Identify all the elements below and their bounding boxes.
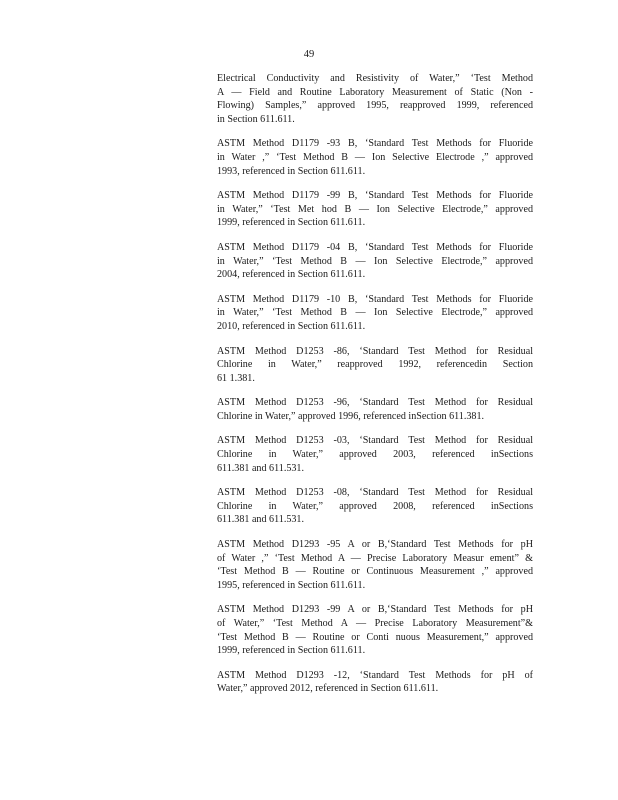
reference-line: 611.381 and 611.531.: [217, 514, 305, 526]
reference-line: Chlorine in Water,” approved 1996, referenced inSection 611.381.: [217, 410, 485, 422]
reference-line: in Section 611.611.: [217, 113, 295, 125]
reference-line: ASTM Method D1293 -95 A or B,‘Standard Test Methods for pH: [217, 539, 533, 551]
reference-line: Flowing) Samples,” approved 1995, reapproved 1999, referenced: [217, 100, 533, 112]
reference-entry: [217, 241, 533, 282]
reference-line: in Water,” ‘Test Met hod B — Ion Selective Electrode,” approved: [217, 203, 533, 215]
reference-line: 1995, referenced in Section 611.611.: [217, 579, 366, 591]
reference-line: Chlorine in Water,” approved 2008, referenced inSections: [217, 500, 533, 512]
reference-line: ASTM Method D1179 -10 B, ‘Standard Test Methods for Fluoride: [217, 293, 533, 305]
reference-line: 1993, referenced in Section 611.611.: [217, 165, 366, 177]
reference-line: ASTM Method D1179 -99 B, ‘Standard Test Methods for Fluoride: [217, 190, 533, 202]
reference-entry: [217, 538, 533, 592]
reference-entry: [217, 396, 533, 423]
reference-entry: [217, 72, 533, 126]
reference-line: 61 1.381.: [217, 372, 255, 384]
reference-entry: [217, 434, 533, 475]
reference-line: of Water,” ‘Test Method A — Precise Laboratory Measurement”&: [217, 618, 533, 629]
reference-line: of Water ,” ‘Test Method A — Precise Laboratory Measur ement” &: [217, 552, 533, 564]
reference-entry: [217, 293, 533, 334]
reference-list: [217, 72, 533, 707]
reference-entry: [217, 345, 533, 386]
reference-line: ASTM Method D1293 -12, ‘Standard Test Methods for pH of: [217, 669, 533, 681]
page-number: 49: [303, 49, 315, 60]
reference-line: ASTM Method D1253 -08, ‘Standard Test Method for Residual: [217, 487, 533, 499]
reference-entry: [217, 189, 533, 230]
reference-line: 2010, referenced in Section 611.611.: [217, 320, 366, 332]
reference-line: ASTM Method D1253 -96, ‘Standard Test Method for Residual: [217, 397, 533, 409]
reference-line: 1999, referenced in Section 611.611.: [217, 217, 366, 229]
reference-line: Chlorine in Water,” reapproved 1992, referencedin Section: [217, 359, 533, 371]
reference-line: Chlorine in Water,” approved 2003, referenced inSections: [217, 449, 533, 461]
reference-line: in Water ,” ‘Test Method B — Ion Selective Electrode ,” approved: [217, 151, 533, 163]
reference-entry: [217, 137, 533, 178]
reference-line: ASTM Method D1179 -04 B, ‘Standard Test Methods for Fluoride: [217, 241, 533, 253]
reference-line: ASTM Method D1253 -03, ‘Standard Test Method for Residual: [217, 435, 533, 447]
reference-line: 1999, referenced in Section 611.611.: [217, 645, 366, 657]
reference-line: ASTM Method D1253 -86, ‘Standard Test Method for Residual: [217, 345, 533, 357]
reference-line: in Water,” ‘Test Method B — Ion Selective Electrode,” approved: [217, 255, 533, 267]
reference-entry: [217, 669, 533, 696]
reference-entry: [217, 486, 533, 527]
reference-line: ‘Test Method B — Routine or Conti nuous Measurement,” approved: [217, 631, 533, 643]
reference-line: 611.381 and 611.531.: [217, 462, 305, 474]
reference-line: Water,” approved 2012, referenced in Section 611.611.: [217, 683, 439, 695]
reference-line: 2004, referenced in Section 611.611.: [217, 269, 366, 281]
reference-line: in Water,” ‘Test Method B — Ion Selective Electrode,” approved: [217, 307, 533, 319]
reference-line: ‘Test Method B — Routine or Continuous Measurement ,” approved: [217, 566, 533, 578]
reference-line: ASTM Method D1293 -99 A or B,‘Standard Test Methods for pH: [217, 604, 533, 616]
reference-line: Electrical Conductivity and Resistivity of Water,” ‘Test Method: [217, 73, 533, 84]
reference-entry: [217, 603, 533, 657]
reference-line: A — Field and Routine Laboratory Measurement of Static (Non -: [217, 86, 533, 98]
reference-line: ASTM Method D1179 -93 B, ‘Standard Test Methods for Fluoride: [217, 138, 533, 150]
